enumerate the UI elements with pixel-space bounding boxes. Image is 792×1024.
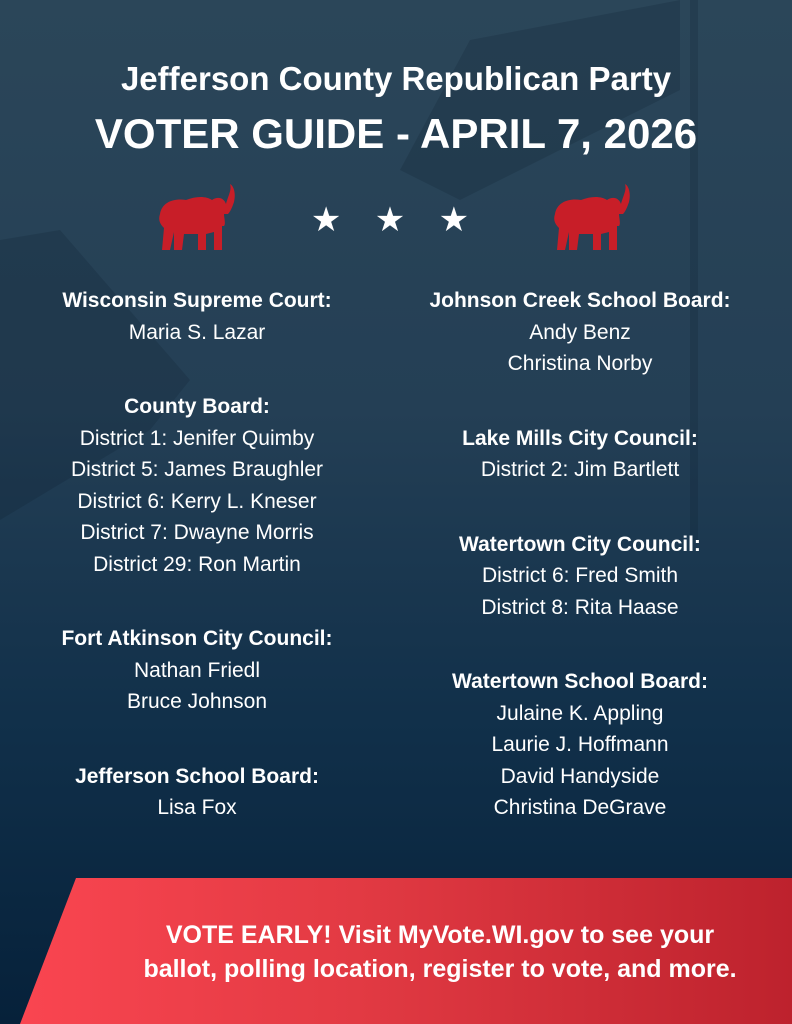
banner-line: ballot, polling location, register to vote, and more. <box>143 955 737 983</box>
race-fort-atkinson-council <box>17 623 377 718</box>
candidate: District 1: Jenifer Quimby <box>79 426 315 450</box>
race-heading: County Board: <box>124 395 270 418</box>
race-heading: Watertown School Board: <box>452 670 708 693</box>
candidate: District 6: Fred Smith <box>481 564 679 587</box>
candidate: Lisa Fox <box>157 796 237 819</box>
candidate: District 29: Ron Martin <box>93 552 301 576</box>
race-heading: Watertown City Council: <box>459 532 701 556</box>
candidate: Julaine K. Appling <box>496 701 664 725</box>
race-heading: Lake Mills City Council: <box>462 426 698 450</box>
race-heading: Fort Atkinson City Council: <box>61 627 333 650</box>
banner-line: VOTE EARLY! Visit MyVote.WI.gov to see your <box>165 921 715 949</box>
race-watertown-council <box>390 529 770 624</box>
race-heading: Wisconsin Supreme Court: <box>62 289 332 312</box>
candidate: District 7: Dwayne Morris <box>80 521 314 544</box>
race-heading: Jefferson School Board: <box>75 764 319 788</box>
elephant-icon <box>551 184 635 252</box>
candidate: David Handyside <box>500 764 660 788</box>
race-supreme-court <box>17 285 377 348</box>
candidate: District 5: James Braughler <box>70 458 324 481</box>
candidate: Andy Benz <box>529 320 631 344</box>
candidate: Christina Norby <box>507 352 653 375</box>
candidate: Christina DeGrave <box>493 796 667 819</box>
candidate: Bruce Johnson <box>126 690 268 713</box>
race-lake-mills-council <box>390 423 770 486</box>
race-jefferson-school-board <box>17 761 377 824</box>
race-watertown-school-board <box>390 666 770 824</box>
candidate: Maria S. Lazar <box>128 320 266 344</box>
page-title: Jefferson County Republican Party <box>120 60 672 97</box>
right-column <box>390 285 770 867</box>
stars-decoration: ★ ★ ★ <box>310 201 482 239</box>
candidate: District 8: Rita Haase <box>481 595 679 619</box>
candidate: District 6: Kerry L. Kneser <box>77 489 317 513</box>
left-column <box>17 285 377 867</box>
race-heading: Johnson Creek School Board: <box>429 289 731 312</box>
banner-text <box>60 918 792 986</box>
candidate: Laurie J. Hoffmann <box>491 733 669 756</box>
race-county-board <box>17 391 377 580</box>
candidate: District 2: Jim Bartlett <box>480 458 680 481</box>
candidate: Nathan Friedl <box>133 658 261 682</box>
race-johnson-creek-school-board <box>390 285 770 380</box>
page-subtitle: VOTER GUIDE - APRIL 7, 2026 <box>94 110 698 157</box>
